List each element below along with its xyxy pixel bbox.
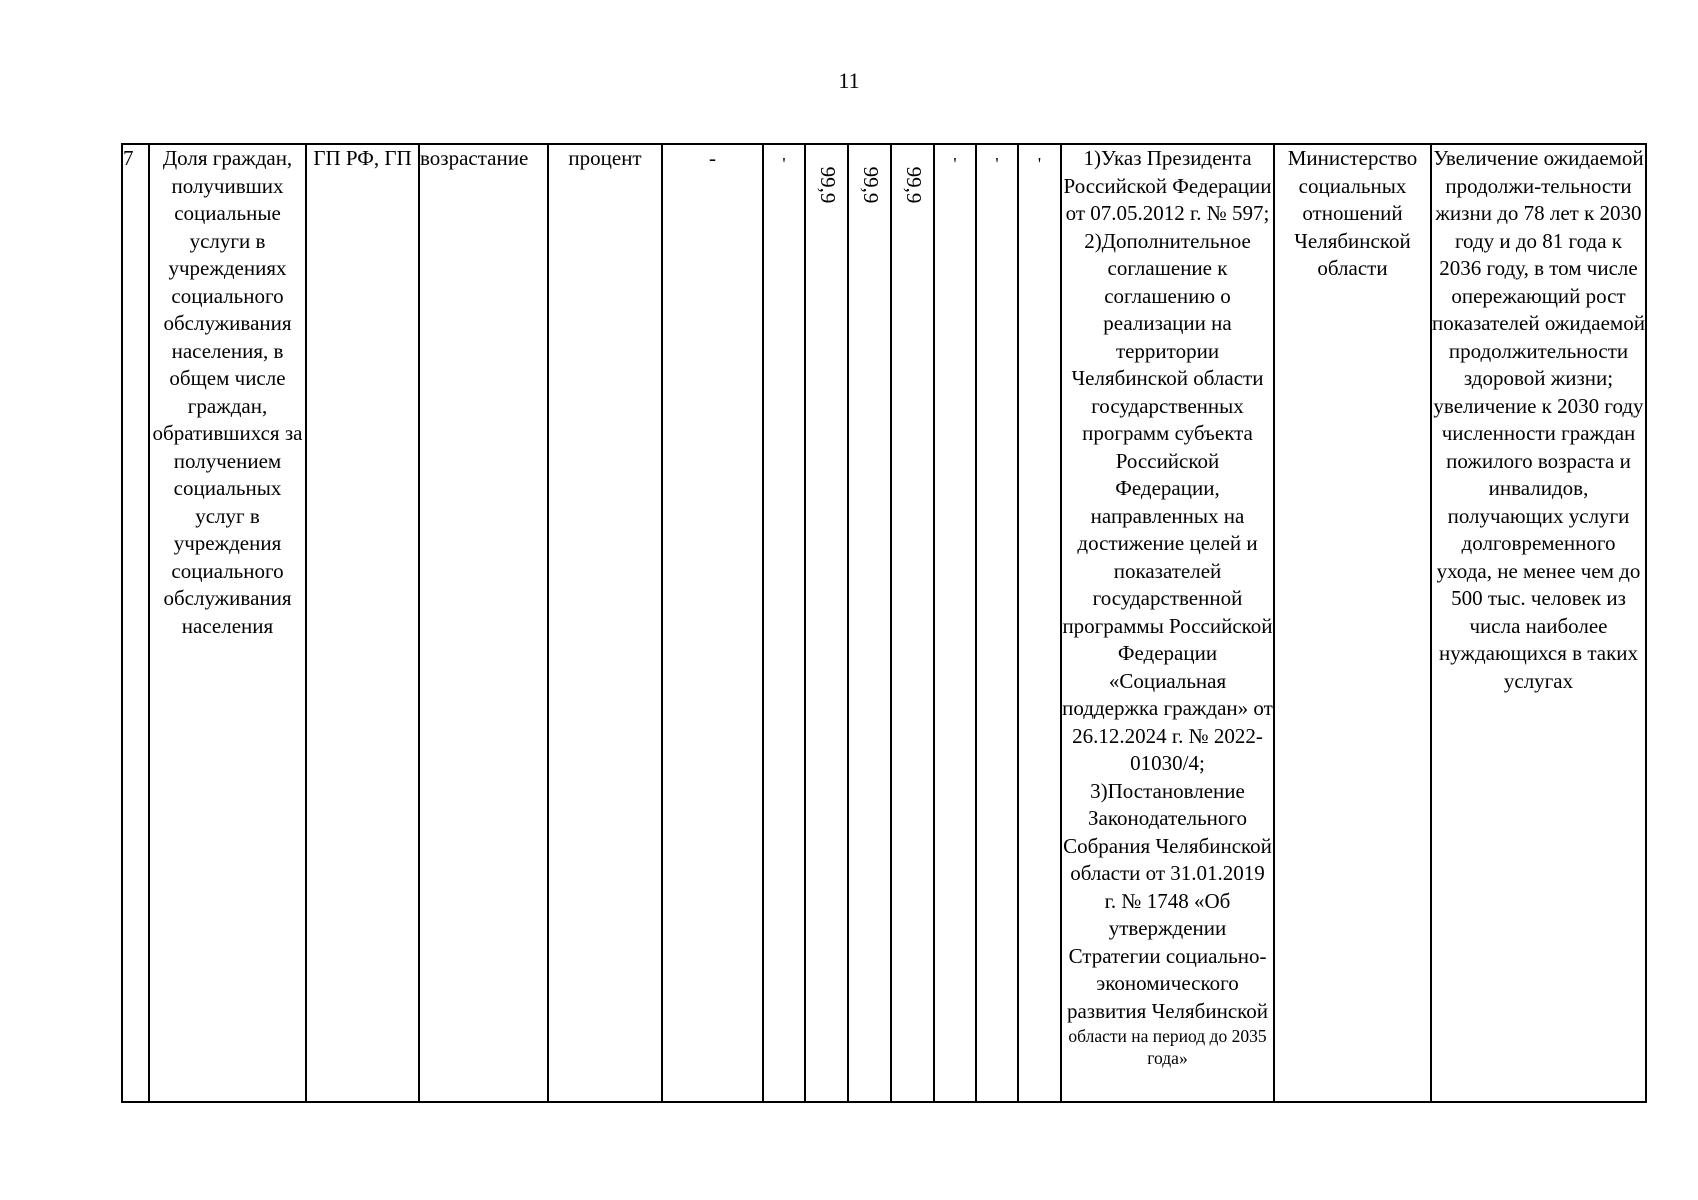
legal-basis-item-2: 2)Дополнительное соглашение к соглашению о реализации на территории Челябинской области государственных программ субъекта Российской Федерации, направленных на достижение целей и показателей государственной программы Российской Федерации «Социальная поддержка граждан» от 26.12.2024 г. № 2022-01030/4; [1062, 228, 1273, 775]
year-value-3 [848, 144, 891, 1102]
year-value-6-text: ' [995, 154, 999, 174]
year-value-5 [934, 144, 976, 1102]
legal-basis-item-3-end: области на период до 2035 года» [1068, 1026, 1267, 1068]
page-number: 11 [838, 68, 860, 93]
row-number: 7 [122, 144, 149, 1102]
legal-basis-item-3: 3)Постановление Законодательного Собрания Челябинской области от 31.01.2019 г. № 1748 «Об утверждении Стратегии социально-экономического развития Челябинской [1063, 778, 1272, 1023]
unit: процент [548, 144, 662, 1102]
year-value-1-text: ' [782, 154, 786, 174]
year-value-2 [805, 144, 848, 1102]
indicator-level: ГП РФ, ГП [306, 144, 419, 1102]
year-value-6 [976, 144, 1018, 1102]
year-value-7 [1018, 144, 1061, 1102]
table-row [122, 144, 1646, 1102]
year-value-4-text: 99,9 [901, 166, 926, 204]
year-value-3-text: 99,9 [858, 166, 883, 204]
responsible-body: Министерство социальных отношений Челябинской области [1274, 144, 1431, 1102]
year-value-4 [891, 144, 934, 1102]
legal-basis [1061, 144, 1274, 1102]
indicators-table [121, 143, 1647, 1103]
year-value-5-text: ' [953, 154, 957, 174]
year-value-1 [763, 144, 805, 1102]
year-value-2-text: 99,9 [815, 166, 840, 204]
national-goal: Увеличение ожидаемой продолжи-тельности жизни до 78 лет к 2030 году и до 81 года к 2036 году, в том числе опережающий рост показателей ожидаемой продолжительности здоровой жизни; увеличение к 2030 году численности граждан пожилого возраста и инвалидов, получающих услуги долговременного ухода, не менее чем до 500 тыс. человек из числа наиболее нуждающихся в таких услугах [1431, 144, 1646, 1102]
base-value: - [662, 144, 763, 1102]
legal-basis-item-1: 1)Указ Президента Российской Федерации от 07.05.2012 г. № 597; [1063, 146, 1272, 225]
indicator-trend: возрастание [419, 144, 548, 1102]
indicator-name: Доля граждан, получивших социальные услуги в учреждениях социального обслуживания населения, в общем числе граждан, обратившихся за получением социальных услуг в учреждения социального обслуживания населения [149, 144, 306, 1102]
year-value-7-text: ' [1037, 154, 1042, 174]
